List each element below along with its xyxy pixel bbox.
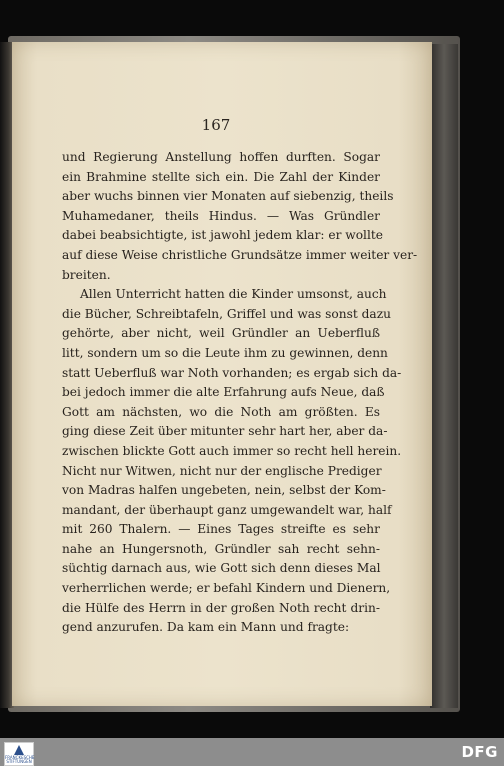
text-line: ging diese Zeit über mitunter sehr hart her, aber da- bbox=[62, 424, 388, 439]
text-line: aber wuchs binnen vier Monaten auf siebenzig, theils bbox=[62, 189, 394, 204]
institution-logo[interactable] bbox=[4, 742, 34, 766]
text-line: ein Brahmine stellte sich ein. Die Zahl der Kinder bbox=[62, 169, 380, 184]
text-line: Gott am nächsten, wo die Noth am größten. Es bbox=[62, 404, 380, 419]
logo-icon bbox=[14, 745, 24, 755]
viewer-footer-bar bbox=[0, 738, 504, 766]
text-line: die Bücher, Schreibtafeln, Griffel und was sonst dazu bbox=[62, 306, 391, 321]
text-line: und Regierung Anstellung hoffen durften. Sogar bbox=[62, 150, 380, 164]
text-line: bei jedoch immer die alte Erfahrung aufs Neue, daß bbox=[62, 385, 385, 400]
text-line: breiten. bbox=[62, 267, 111, 282]
page-text bbox=[62, 148, 418, 638]
text-line: Nicht nur Witwen, nicht nur der englische Prediger bbox=[62, 463, 382, 478]
text-line: verherrlichen werde; er befahl Kindern und Dienern, bbox=[62, 581, 391, 596]
text-line: statt Ueberfluß war Noth vorhanden; es ergab sich da- bbox=[62, 365, 402, 380]
logo-text: FRANCKESCHE STIFTUNGEN bbox=[5, 755, 35, 764]
text-line: dabei beabsichtigte, ist jawohl jedem klar: er wollte bbox=[62, 228, 383, 243]
text-line: von Madras halfen ungebeten, nein, selbst der Kom- bbox=[62, 483, 386, 498]
text-line: mit 260 Thalern. — Eines Tages streifte es sehr bbox=[62, 522, 380, 537]
text-line: süchtig darnach aus, wie Gott sich denn dieses Mal bbox=[62, 561, 381, 576]
dfg-logo[interactable]: DFG bbox=[461, 743, 498, 761]
text-line: zwischen blickte Gott auch immer so recht hell herein. bbox=[62, 443, 402, 458]
text-line: die Hülfe des Herrn in der großen Noth recht drin- bbox=[62, 600, 380, 615]
cover-edge bbox=[430, 44, 458, 708]
text-line: mandant, der überhaupt ganz umgewandelt war, half bbox=[62, 502, 392, 517]
text-line: Muhamedaner, theils Hindus. — Was Gründler bbox=[62, 208, 380, 223]
text-line: gend anzurufen. Da kam ein Mann und fragte: bbox=[62, 620, 350, 635]
text-line: gehörte, aber nicht, weil Gründler an Ueberfluß bbox=[62, 326, 380, 341]
text-line: nahe an Hungersnoth, Gründler sah recht sehn- bbox=[62, 541, 380, 556]
text-line: Allen Unterricht hatten die Kinder umsonst, auch bbox=[80, 287, 387, 302]
page-number: 167 bbox=[201, 116, 231, 134]
text-line: litt, sondern um so die Leute ihm zu gewinnen, denn bbox=[62, 345, 388, 360]
text-line: auf diese Weise christliche Grundsätze immer weiter ver- bbox=[62, 247, 418, 262]
